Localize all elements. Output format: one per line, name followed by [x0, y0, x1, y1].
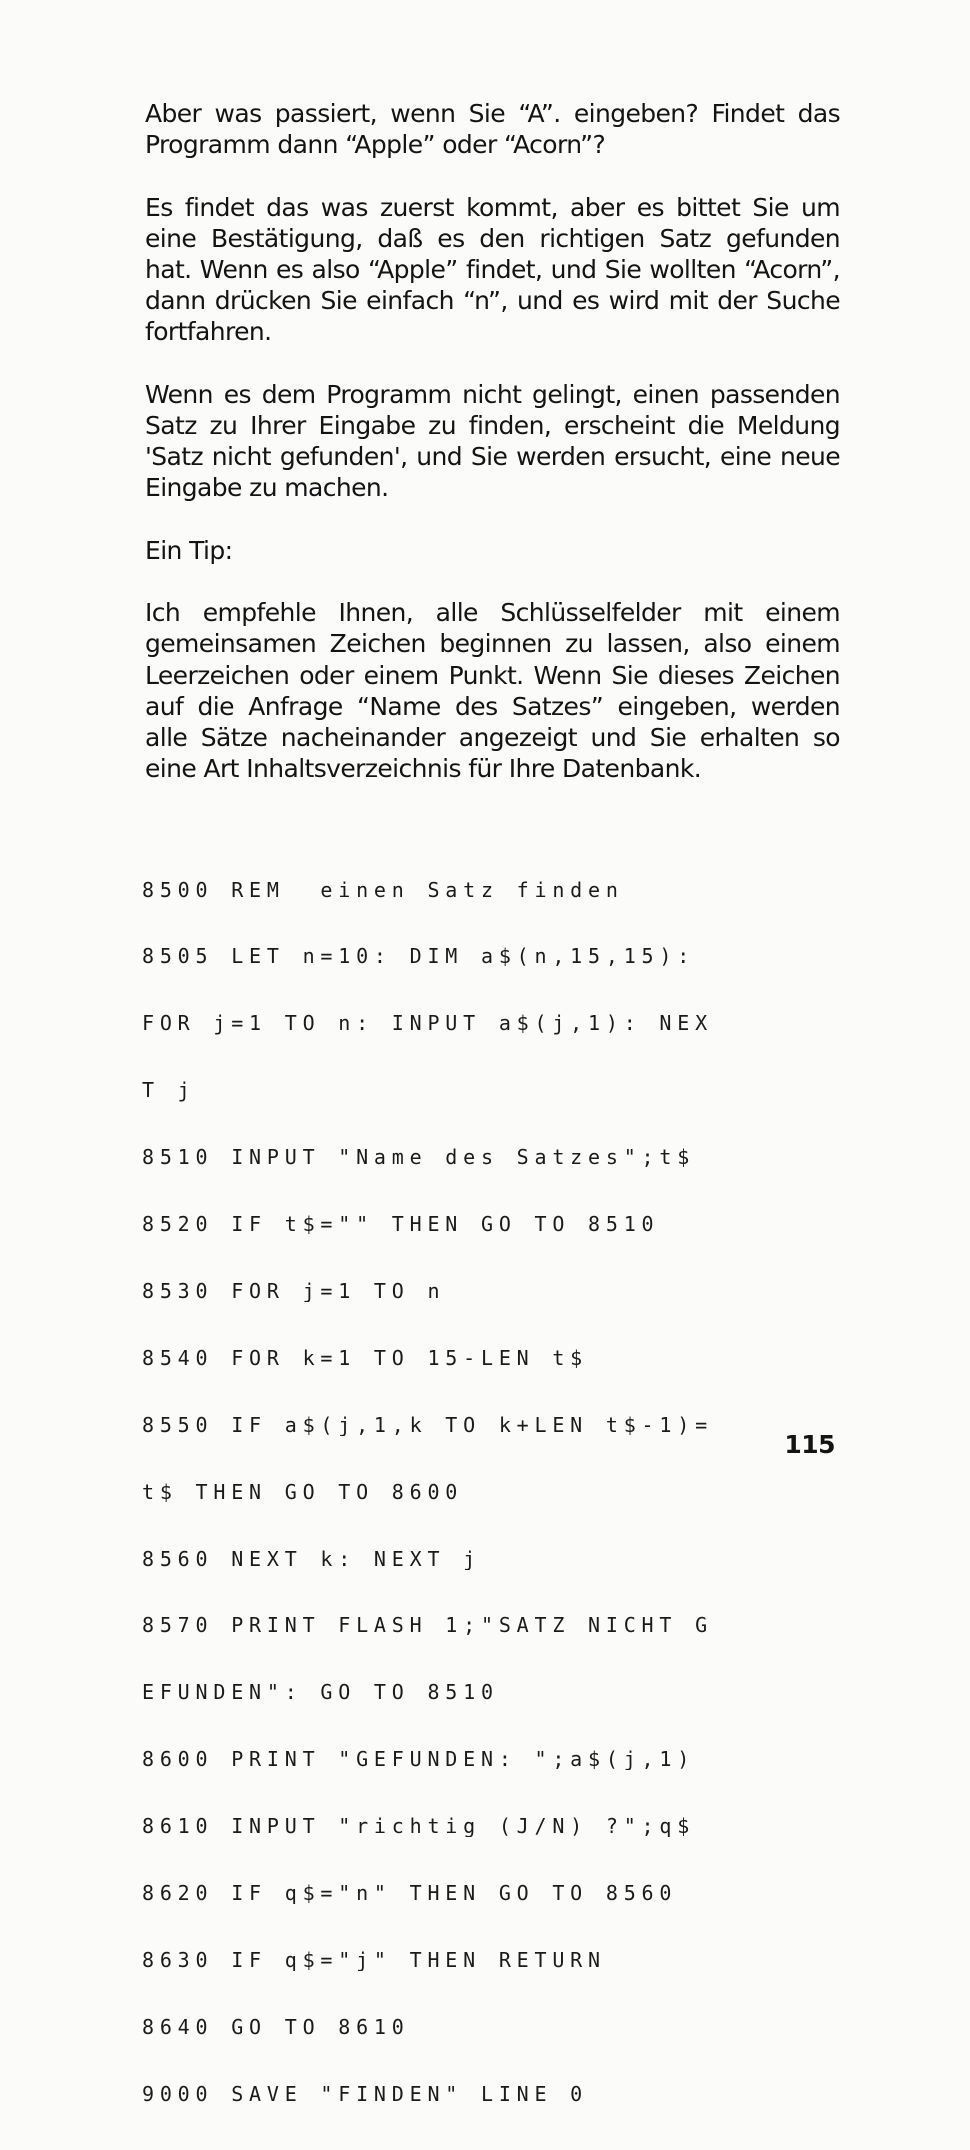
listing-line: 8570 PRINT FLASH 1;"SATZ NICHT G: [142, 1614, 713, 1637]
paragraph-not-found: Wenn es dem Programm nicht gelingt, einen passenden Satz zu Ihrer Eingabe zu finden, erscheint die Meldung 'Satz nicht gefunden', und Sie werden ersucht, eine neue Eingabe zu machen.: [145, 379, 840, 503]
listing-line: 8560 NEXT k: NEXT j: [142, 1547, 481, 1570]
listing-line: 8530 FOR j=1 TO n: [142, 1279, 446, 1303]
listing-line: 8510 INPUT "Name des Satzes";t$: [142, 1146, 696, 1169]
listing-line: T j: [142, 1079, 196, 1102]
listing-line: FOR j=1 TO n: INPUT a$(j,1): NEX: [142, 1012, 713, 1035]
listing-line: 8505 LET n=10: DIM a$(n,15,15):: [142, 945, 696, 968]
listing-line: 8520 IF t$="" THEN GO TO 8510: [142, 1213, 660, 1236]
listing-line: t$ THEN GO TO 8600: [142, 1480, 464, 1503]
paragraph-confirmation: Es findet das was zuerst kommt, aber es bittet Sie um eine Bestätigung, daß es den richtigen Satz gefunden hat. Wenn es also “Apple” findet, und Sie wollten “Acorn”, dann drücken Sie einfach “n”, und es wird mit der Suche fortfahren.: [145, 192, 840, 347]
body-text: [145, 98, 840, 816]
listing-line: 8600 PRINT "GEFUNDEN: ";a$(j,1): [142, 1748, 696, 1771]
listing-line: 8500 REM einen Satz finden: [142, 878, 624, 901]
listing-line: 9000 SAVE "FINDEN" LINE 0: [142, 2082, 589, 2105]
listing-line: 8540 FOR k=1 TO 15-LEN t$: [142, 1346, 589, 1370]
listing-line: 8550 IF a$(j,1,k TO k+LEN t$-1)=: [142, 1413, 713, 1437]
paragraph-question: Aber was passiert, wenn Sie “A”. eingeben? Findet das Programm dann “Apple” oder “Acorn”?: [145, 99, 840, 160]
listing-line: 8640 GO TO 8610: [142, 2015, 410, 2039]
basic-program-listing: [142, 834, 832, 2150]
paragraph-tip-heading: Ein Tip:: [145, 535, 233, 565]
paragraph-tip-body: Ich empfehle Ihnen, alle Schlüsselfelder mit einem gemeinsamen Zeichen beginnen zu lassen, also einem Leerzeichen oder einem Punkt. Wenn Sie dieses Zeichen auf die Anfrage “Name des Satzes” eingeben, werden alle Sätze nacheinander angezeigt und Sie erhalten so eine Art Inhaltsverzeichnis für Ihre Datenbank.: [145, 598, 840, 784]
listing-line: 8610 INPUT "richtig (J/N) ?";q$: [142, 1815, 696, 1838]
listing-line: 8630 IF q$="j" THEN RETURN: [142, 1948, 606, 1972]
listing-line: EFUNDEN": GO TO 8510: [142, 1681, 499, 1704]
page-number: 115: [784, 1430, 835, 1459]
listing-line: 8620 IF q$="n" THEN GO TO 8560: [142, 1881, 678, 1905]
